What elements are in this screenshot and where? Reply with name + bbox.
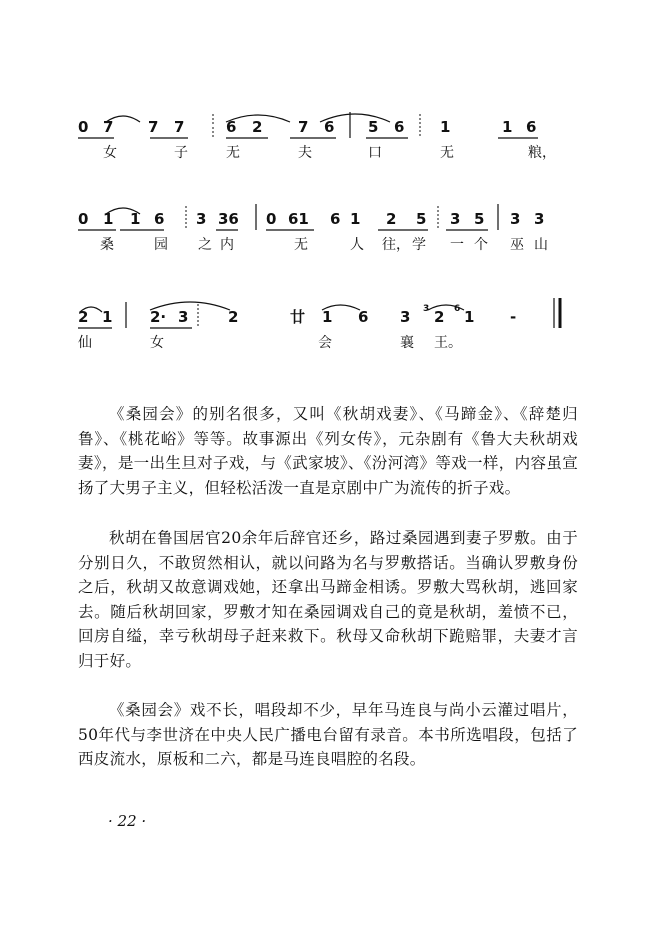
lyric: 桑 [100, 237, 114, 253]
note: 7 [148, 118, 159, 136]
lyric: 学 [412, 237, 426, 253]
lyric: 子 [174, 145, 188, 161]
note: 6 [358, 308, 369, 326]
note: 5 [474, 210, 485, 228]
note: 6 [226, 118, 237, 136]
note: 2· [150, 308, 167, 326]
score-line-1-lyrics [78, 144, 578, 166]
note: 1 [102, 308, 113, 326]
score-line-2 [78, 196, 578, 266]
note: 2 [434, 308, 445, 326]
score-line-3 [78, 294, 578, 364]
lyric: 无 [440, 145, 454, 161]
note: 3 [178, 308, 189, 326]
note: 5 [368, 118, 379, 136]
note: 3 [510, 210, 521, 228]
lyric: 王。 [434, 335, 462, 351]
note: 廿 [290, 308, 306, 326]
note: 1 [322, 308, 333, 326]
lyric: 女 [103, 145, 117, 161]
lyric: 女 [150, 335, 164, 351]
note: 2 [386, 210, 397, 228]
score-line-1 [78, 104, 578, 174]
note: 6 [154, 210, 165, 228]
note: 2 [228, 308, 239, 326]
lyric: 一 [450, 237, 464, 253]
lyric: 无 [294, 237, 308, 253]
lyric: 口 [368, 145, 382, 161]
note: 1 [440, 118, 451, 136]
lyric: 夫 [298, 145, 312, 161]
note: 3 [400, 308, 411, 326]
lyric: 山 [534, 237, 548, 253]
lyric: 内 [220, 237, 234, 253]
note: - [510, 308, 517, 326]
lyric: 无 [226, 145, 240, 161]
paragraph-1: 《桑园会》的别名很多，又叫《秋胡戏妻》、《马蹄金》、《辞楚归鲁》、《桃花峪》等等。故事源出《列女传》，元杂剧有《鲁大夫秋胡戏妻》，是一出生旦对子戏，与《武家坡》、《汾河湾》等戏一样，内容虽宣扬了大男子主义，但轻松活泼一直是京剧中广为流传的折子戏。 [78, 405, 578, 497]
lyric: 粮， [528, 145, 556, 161]
score-line-3-lyrics [78, 334, 578, 356]
score-line-2-lyrics [78, 236, 578, 258]
lyric: 往， [382, 237, 410, 253]
lyric: 巫 [510, 237, 524, 253]
note: 1 [502, 118, 513, 136]
note: 7 [103, 118, 114, 136]
lyric: 仙 [78, 335, 92, 351]
lyric: 人 [350, 237, 364, 253]
lyric: 之 [198, 237, 212, 253]
note: 3 [196, 210, 207, 228]
score-line-1-notes [78, 118, 578, 140]
lyric: 园 [154, 237, 168, 253]
grace-note: 3 [423, 304, 430, 314]
grace-note: 6 [454, 304, 461, 314]
note: 1 [350, 210, 361, 228]
note: 6 [526, 118, 537, 136]
note: 2 [252, 118, 263, 136]
paragraph-2: 秋胡在鲁国居官20余年后辞官还乡，路过桑园遇到妻子罗敷。由于分别日久，不敢贸然相认，就以问路为名与罗敷搭话。当确认罗敷身份之后，秋胡又故意调戏她，还拿出马蹄金相诱。罗敷大骂秋胡，逃回家去。随后秋胡回家，罗敷才知在桑园调戏自己的竟是秋胡，羞愤不已，回房自缢，幸亏秋胡母子赶来救下。秋母又命秋胡下跪赔罪，夫妻才言归于好。 [78, 529, 578, 670]
score-line-2-notes [78, 210, 578, 232]
lyric: 襄 [400, 335, 414, 351]
note: 1 [464, 308, 475, 326]
note: 36 [218, 210, 239, 228]
note: 6 [330, 210, 341, 228]
note: 3 [534, 210, 545, 228]
note: 1 [130, 210, 141, 228]
lyric: 个 [474, 237, 488, 253]
note: 61 [288, 210, 309, 228]
page-number: · 22 · [108, 812, 147, 830]
note: 3 [450, 210, 461, 228]
note: 5 [416, 210, 427, 228]
note: 1 [103, 210, 114, 228]
note: 0 [78, 118, 89, 136]
paragraph-3: 《桑园会》戏不长，唱段却不少，早年马连良与尚小云灌过唱片，50年代与李世济在中央人民广播电台留有录音。本书所选唱段，包括了西皮流水，原板和二六，都是马连良唱腔的名段。 [78, 701, 578, 768]
note: 2 [78, 308, 89, 326]
note: 0 [266, 210, 277, 228]
note: 0 [78, 210, 89, 228]
note: 6 [394, 118, 405, 136]
score-line-3-notes [78, 304, 578, 330]
note: 7 [174, 118, 185, 136]
note: 7 [298, 118, 309, 136]
note: 6 [324, 118, 335, 136]
lyric: 会 [318, 335, 332, 351]
